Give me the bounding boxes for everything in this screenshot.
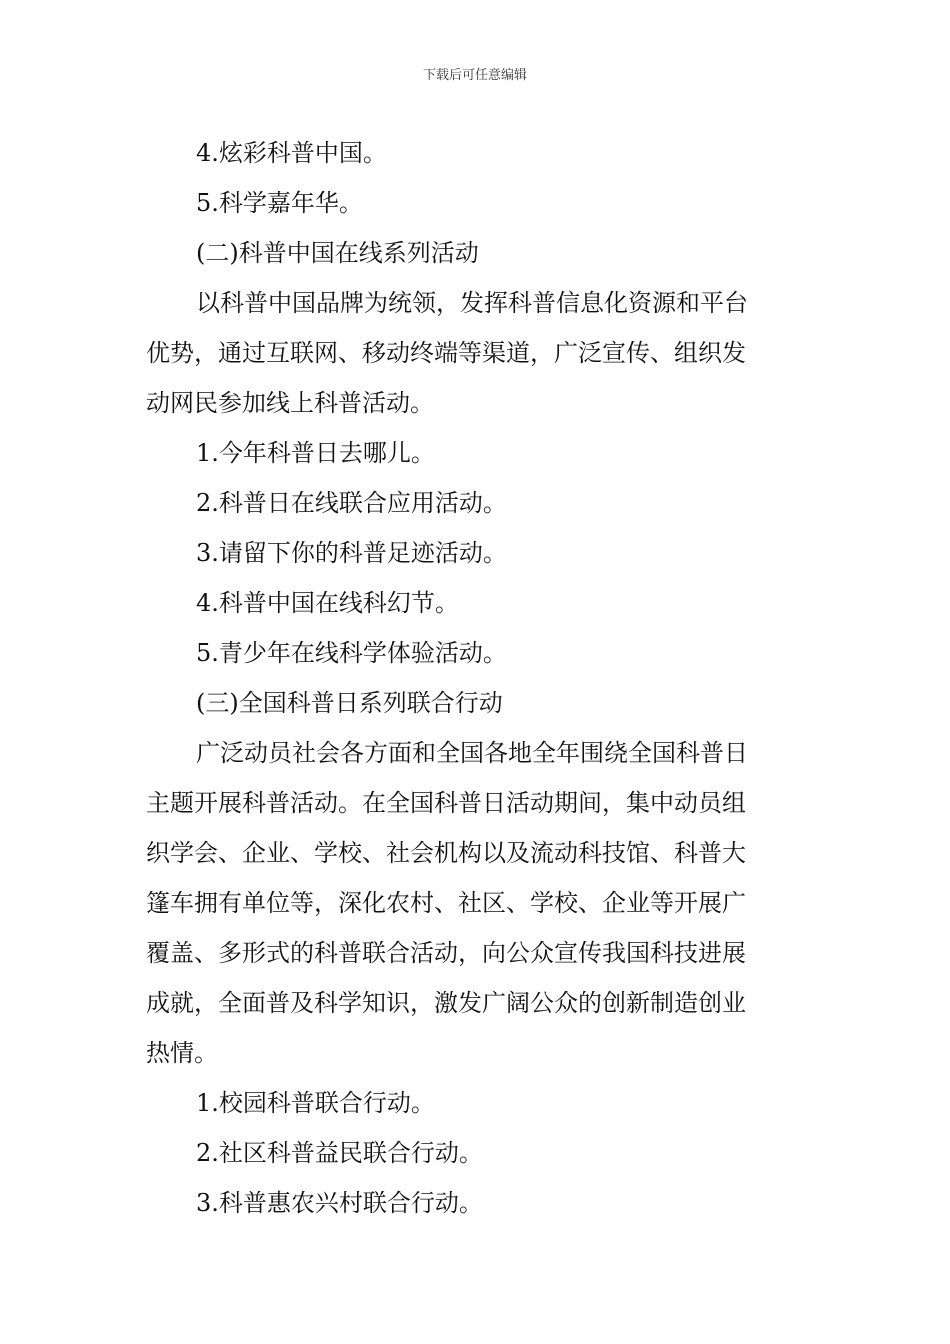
paragraph-line: 以科普中国品牌为统领，发挥科普信息化资源和平台 [196, 289, 748, 317]
list-item: 3.科普惠农兴村联合行动。 [196, 1189, 483, 1217]
list-item: 1.今年科普日去哪儿。 [196, 439, 435, 467]
paragraph-line: 动网民参加线上科普活动。 [146, 389, 434, 417]
paragraph-line: 优势，通过互联网、移动终端等渠道，广泛宣传、组织发 [146, 339, 746, 367]
list-item: 2.社区科普益民联合行动。 [196, 1139, 483, 1167]
list-item: 5.科学嘉年华。 [196, 189, 363, 217]
document-body [146, 128, 811, 1228]
page-header: 下载后可任意编辑 [422, 68, 527, 83]
paragraph-line: 织学会、企业、学校、社会机构以及流动科技馆、科普大 [146, 839, 746, 867]
paragraph-line: 广泛动员社会各方面和全国各地全年围绕全国科普日 [196, 739, 748, 767]
list-item: 5.青少年在线科学体验活动。 [196, 639, 507, 667]
paragraph-line: 主题开展科普活动。在全国科普日活动期间，集中动员组 [146, 789, 746, 817]
list-item: 1.校园科普联合行动。 [196, 1089, 435, 1117]
section-heading: (二)科普中国在线系列活动 [196, 239, 479, 267]
list-item: 3.请留下你的科普足迹活动。 [196, 539, 507, 567]
list-item: 4.科普中国在线科幻节。 [196, 589, 459, 617]
section-heading: (三)全国科普日系列联合行动 [196, 689, 503, 717]
paragraph [146, 728, 811, 1078]
list-item: 4.炫彩科普中国。 [196, 139, 387, 167]
paragraph-line: 成就，全面普及科学知识，激发广阔公众的创新制造创业 [146, 989, 746, 1017]
paragraph-line: 覆盖、多形式的科普联合活动，向公众宣传我国科技进展 [146, 939, 746, 967]
list-item: 2.科普日在线联合应用活动。 [196, 489, 507, 517]
paragraph-line: 热情。 [146, 1039, 218, 1067]
paragraph [146, 278, 811, 428]
paragraph-line: 篷车拥有单位等，深化农村、社区、学校、企业等开展广 [146, 889, 746, 917]
